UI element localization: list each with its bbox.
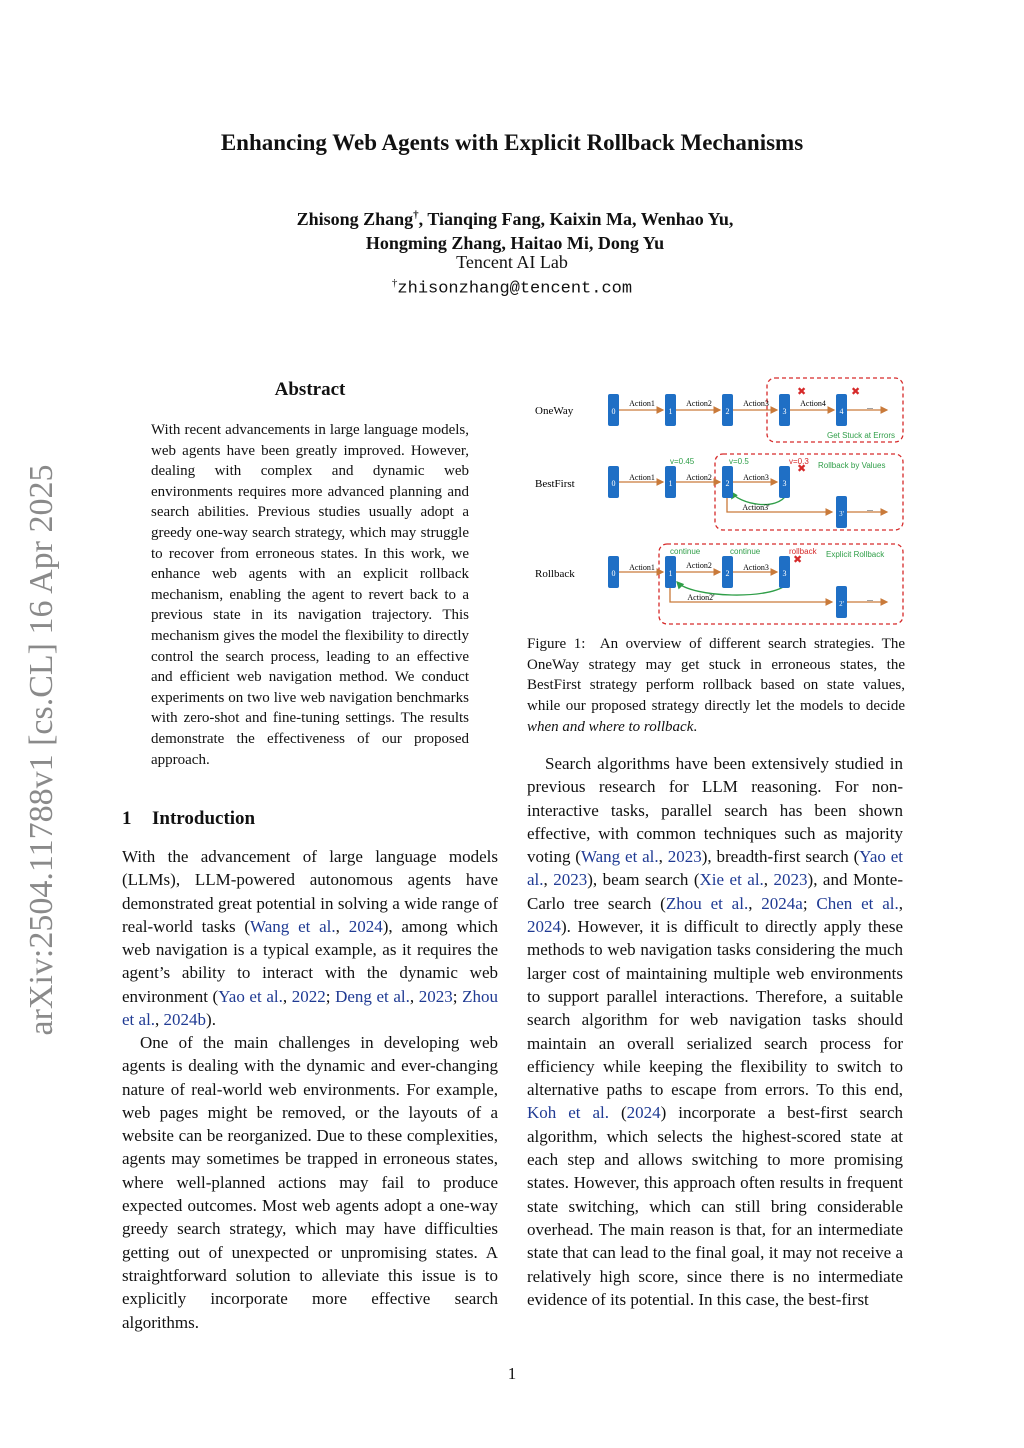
state-label: 0	[611, 407, 616, 416]
tag-explicit: Explicit Rollback	[826, 550, 885, 559]
tag-stuck: Get Stuck at Errors	[826, 431, 895, 440]
action-label: Action2	[686, 561, 712, 570]
citation-link[interactable]: 2024	[626, 1103, 661, 1123]
continue-label: continue	[670, 547, 701, 556]
error-mark-icon: ✖	[793, 554, 803, 566]
state-label: 3	[782, 569, 787, 578]
state-label: 0	[611, 479, 616, 488]
author-first: Zhisong Zhang	[296, 209, 414, 229]
citation-link[interactable]: Deng et al.	[335, 986, 410, 1006]
citation-link[interactable]: 2024a	[761, 893, 803, 913]
row-label-rollback: Rollback	[535, 568, 575, 580]
citation-link[interactable]: 2024	[348, 916, 383, 936]
action-label: Action2	[686, 473, 712, 482]
action-label: Action3	[743, 473, 769, 482]
state-label: 4	[839, 407, 844, 416]
citation-link[interactable]: 2023	[553, 870, 588, 890]
state-label: 2	[725, 407, 730, 416]
intro-paragraph-1: With the advancement of large language models (LLMs), LLM-powered autonomous agents have demonstrated great potential in solving a wide range of real-world tasks (Wang et al., 2024), among which web navigation is a typical example, as it requires the agent’s ability to interact with the dynamic web environment (Yao et al., 2022; Deng et al., 2023; Zhou et al., 2024b).	[122, 847, 499, 1030]
citation-link[interactable]: Yao et al.	[527, 847, 904, 890]
state-value: v=0.45	[670, 457, 695, 466]
citation-link[interactable]: Wang et al.	[580, 847, 659, 867]
affiliation: Tencent AI Lab	[456, 252, 568, 272]
citation-link[interactable]: 2024b	[163, 1010, 207, 1030]
author-line1-rest: , Tianqing Fang, Kaixin Ma, Wenhao Yu,	[418, 209, 734, 229]
action-label: Action1	[629, 399, 655, 408]
citation-link[interactable]: Zhou et al.	[122, 986, 499, 1030]
action-label: Action1	[629, 473, 655, 482]
abstract-heading: Abstract	[274, 379, 346, 400]
figure-1	[527, 372, 907, 627]
citation-link[interactable]: 2023	[667, 847, 702, 867]
abstract-text: With recent advancements in large language models, web agents have been greatly improved. However, dealing with complex and dynamic web environments requires more advanced planning and search abilities. Previous studies usually adopt a greedy one-way search strategy, which may struggle to recover from erroneous states. In this work, we enhance web agents with an explicit rollback mechanism, enabling the agent to revert back to a previous state in its navigation trajectory. This mechanism gives the model the flexibility to directly control the search process, leading to an effective and efficient web navigation method. We conduct experiments on two live web navigation benchmarks with zero-shot and fine-tuning settings. The results demonstrate the effectiveness of our proposed approach.	[151, 422, 469, 768]
row-label-oneway: OneWay	[535, 405, 574, 417]
citation-link[interactable]: Xie et al.	[699, 870, 764, 890]
section-title: Introduction	[152, 808, 256, 829]
state-label: 2	[725, 479, 730, 488]
citation-link[interactable]: Wang et al.	[250, 916, 336, 936]
tag-values: Rollback by Values	[818, 461, 886, 470]
state-label: 3	[782, 407, 787, 416]
citation-link[interactable]: Zhou et al.	[665, 893, 749, 913]
action-label: Action4	[800, 399, 826, 408]
citation-link[interactable]: 2022	[291, 986, 326, 1006]
citation-link[interactable]: 2024	[527, 917, 561, 937]
right-column-paragraph: Search algorithms have been extensively studied in previous research for LLM reasoning. For non-interactive tasks, parallel search has been shown effective, with common techniques such as majority voting (Wang et al., 2023), breadth-first search (Yao et al., 2023), beam search (Xie et al., 2023), and Monte-Carlo tree search (Zhou et al., 2024a; Chen et al., 2024). However, it is difficult to directly apply these methods to web navigation tasks considering the much larger cost of maintaining multiple web environments to support parallel interactions. Therefore, a suitable search algorithm for web navigation tasks should maintain an overall serialized search process for efficiency while keeping the flexibility to switch to alternative paths to escape from errors. To this end, Koh et al. (2024) incorporate a best-first search algorithm, which selects the highest-scored state at each step and allows switching to more promising states. However, this approach often results in frequent state switching, which can still bring considerable overhead. The main reason is that, for an intermediate state that can lead to the final goal, it may not receive a relatively high score, since there is no intermediate evidence of its potential. In this case, the best-first	[527, 754, 904, 1309]
action-label: Action3	[743, 399, 769, 408]
action-label: Action1	[629, 563, 655, 572]
state-value: v=0.5	[729, 457, 749, 466]
citation-link[interactable]: 2023	[418, 986, 453, 1006]
row-label-bestfirst: BestFirst	[535, 478, 575, 490]
citation-link[interactable]: 2023	[773, 870, 808, 890]
author-line2: Hongming Zhang, Haitao Mi, Dong Yu	[365, 233, 665, 253]
email[interactable]	[0, 277, 1024, 299]
citation-link[interactable]: Chen et al.	[816, 893, 899, 913]
state-label: 1	[668, 569, 673, 578]
action-label: Action2	[686, 399, 712, 408]
state-label: 1	[668, 407, 673, 416]
citation-link[interactable]: Koh et al.	[527, 1103, 610, 1123]
state-label: 3	[782, 479, 787, 488]
state-value: v=0.3	[789, 457, 809, 466]
rollback-label: rollback	[789, 547, 817, 556]
continue-label: continue	[730, 547, 761, 556]
state-label: 1	[668, 479, 673, 488]
state-label: 0	[611, 569, 616, 578]
error-mark-icon: ✖	[797, 463, 807, 475]
email-mark: †	[391, 277, 398, 289]
caption-label: Figure 1:	[527, 636, 586, 652]
section-heading	[122, 808, 255, 830]
email-address[interactable]: zhisonzhang@tencent.com	[397, 279, 633, 299]
ellipsis: ...	[867, 504, 873, 513]
arxiv-watermark: arXiv:2504.11788v1 [cs.CL] 16 Apr 2025	[23, 464, 60, 1036]
action-label: Action2'	[687, 593, 715, 602]
figure-caption: Figure 1: An overview of different search strategies. The OneWay strategy may get stuck in erroneous states, the BestFirst strategy perform rollback based on state values, while our proposed strategy directly let the models to decide when and where to rollback.	[527, 636, 905, 735]
page-number: 1	[507, 1364, 517, 1383]
section-number: 1	[122, 808, 132, 829]
ellipsis: ...	[867, 594, 873, 603]
author-mark: †	[413, 209, 419, 221]
author-list	[0, 203, 1024, 255]
intro-paragraph-2: One of the main challenges in developing web agents is dealing with the dynamic and ever-changing nature of real-world web environments. For example, web pages might be removed, or the layouts of a website can be reorganized. Due to these complexities, agents may sometimes be trapped in erroneous states, where well-planned actions may fail to produce expected outcomes. Most web agents adopt a one-way greedy search strategy, which may have difficulties getting out of unexpected or unpromising states. A straightforward solution to alleviate this issue is to explicitly incorporate more effective search algorithms.	[122, 1033, 498, 1332]
error-mark-icon: ✖	[851, 386, 861, 398]
paper-title: Enhancing Web Agents with Explicit Rollback Mechanisms	[220, 130, 804, 155]
error-mark-icon: ✖	[797, 386, 807, 398]
ellipsis: ...	[867, 402, 873, 411]
state-label: 3'	[839, 510, 844, 518]
state-label: 2'	[839, 600, 844, 608]
action-label: Action3	[743, 563, 769, 572]
citation-link[interactable]: Yao et al.	[218, 986, 283, 1006]
state-label: 2	[725, 569, 730, 578]
action-label: Action3'	[742, 503, 770, 512]
